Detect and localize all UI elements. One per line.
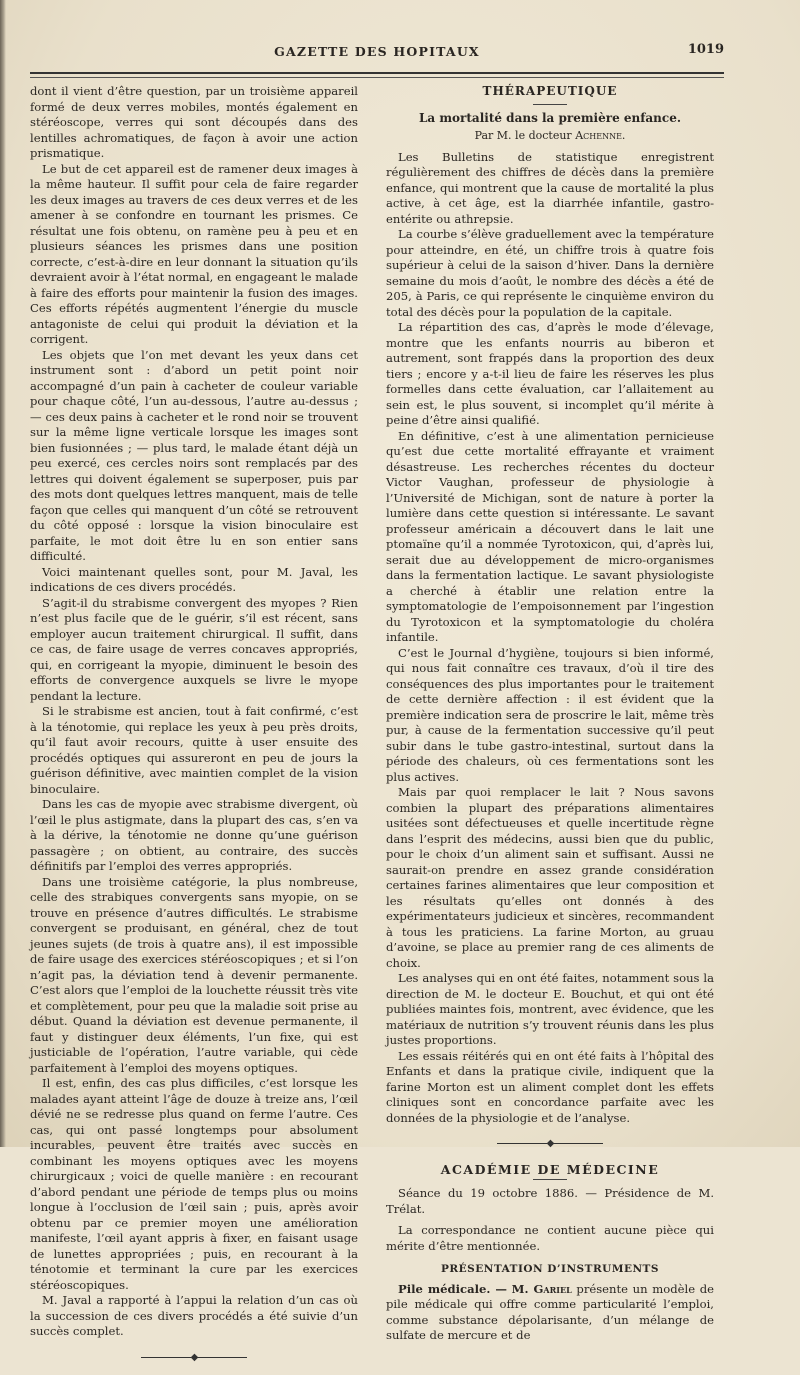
left-paragraph: M. Javal a rapporté à l’appui la relation d’un cas où la succession de ces divers procédés a été suivie d’un succès complet. [30,1293,358,1338]
right-paragraph: Mais par quoi remplacer le lait ? Nous savons combien la plupart des préparations alimentaires usitées sont défectueuses et quelle incertitude règne dans l’esprit des médecins, aussi bien que du public, pour le choix d’un aliment sain et suffisant. Aussi ne saurait-on prendre en assez grande considération certaines farines alimentaires que leur composition et les résultats qu’elles ont donnés à des expérimentateurs judicieux et sincères, recommandent à tous les praticiens. La farine Morton, au gruau d’avoine, se place au premier rang de ces aliments de choix. [386,785,714,970]
pile-paragraph [386,1282,714,1344]
left-paragraph: Si le strabisme est ancien, tout à fait confirmé, c’est à la ténotomie, qui replace les yeux à peu près droits, qu’il faut avoir recours, quitte à user ensuite des procédés optiques qui assureront en peu de jours la guérison définitive, avec maintien complet de la vision binoculaire. [30,704,358,796]
right-column [386,84,714,1344]
right-paragraph: Les analyses qui en ont été faites, notamment sous la direction de M. le docteur E. Bouchut, et qui ont été publiées maintes fois, montrent, avec évidence, que les matériaux de nutrition s’y trouvent réunis dans les plus justes proportions. [386,971,714,1047]
right-paragraph: Les essais réitérés qui en ont été faits à l’hôpital des Enfants et dans la pratique civile, indiquent que la farine Morton est un aliment complet dont les effets cliniques sont en concordance parfaite avec les données de la physiologie et de l’analyse. [386,1048,714,1125]
ornament-line [141,1357,191,1358]
pile-author: M. Gariel [511,1281,572,1296]
header-rule [30,72,724,74]
pile-text: présente un modèle de pile médicale qui offre comme particularité l’emploi, comme substance dépolarisante, d’un mélange de sulfate de mercure et de [386,1281,714,1342]
section-rule [533,104,567,105]
left-paragraph: Il est, enfin, des cas plus difficiles, c’est lorsque les malades ayant atteint l’âge de douze à treize ans, l’œil dévié ne se redresse plus quand on ferme l’autre. Ces cas, qui ont passé longtemps pour absolument incurables, peuvent être traités avec succès en combinant les moyens optiques avec les moyens chirurgicaux ; voici de quelle manière : en recourant d’abord pendant une période de temps plus ou moins longue à l’occlusion de l’œil sain ; puis, après avoir obtenu par ce premier moyen une amélioration manifeste, l’œil ayant appris à fixer, en faisant usage de lunettes appropriées ; puis, en recourant à la ténotomie et terminant la cure par les exercices stéréoscopiques. [30,1076,358,1292]
presentation-title: PRÉSENTATION D’INSTRUMENTS [441,1263,659,1275]
ornament-line [197,1357,247,1358]
byline-author: Achenne. [575,129,626,142]
page-number: 1019 [687,42,724,57]
article-title: La mortalité dans la première enfance. [418,110,682,125]
pile-label: Pile médicale. — [398,1281,508,1296]
journal-title: GAZETTE DES HOPITAUX [274,44,480,59]
page-header [30,44,724,64]
left-paragraph: Les objets que l’on met devant les yeux dans cet instrument sont : d’abord un petit point noir accompagné d’un pain à cacheter de couleur variable pour chaque côté, l’un au-dessous, l’autre au-dessus ; — ces deux pains à cacheter et le rond noir se trouvent sur la même ligne verticale lorsque les images sont bien fusionnées ; — plus tard, le malade étant déjà un peu exercé, ces cercles noirs sont remplacés par des lettres qui doivent également se superposer, puis par des mots dont quelques lettres manquent, mais de telle façon que celles qui manquent d’un côté se retrouvent du côté opposé : lorsque la vision binoculaire est parfaite, le mot doit être lu en son entier sans difficulté. [30,347,358,563]
academie-rule [533,1179,567,1180]
ornament-line [497,1143,547,1144]
right-paragraph: Les Bulletins de statistique enregistrent régulièrement des chiffres de décès dans la première enfance, qui montrent que la cause de mortalité la plus active, à cet âge, est la diarrhée infantile, gastro-entérite ou athrepsie. [386,149,714,226]
right-paragraph: C’est le Journal d’hygiène, toujours si bien informé, qui nous fait connaître ces travaux, d’où il tire des conséquences des plus importantes pour le traitement de cette dernière affection : il est évident que la première indication sera de proscrire le lait, même très pur, à cause de la fermentation successive qu’il peut subir dans le tube gastro-intestinal, surtout dans la période des chaleurs, où ces fermentations sont les plus actives. [386,645,714,784]
academie-title: ACADÉMIE DE MÉDECINE [440,1161,660,1177]
left-paragraph: Dans les cas de myopie avec strabisme divergent, où l’œil le plus astigmate, dans la plupart des cas, s’en va à la dérive, la ténotomie ne donne qu’une guérison passagère ; on obtient, au contraire, des succès définitifs par l’emploi des verres appropriés. [30,797,358,873]
right-paragraph: En définitive, c’est à une alimentation pernicieuse qu’est due cette mortalité effrayante et vraiment désastreuse. Les recherches récentes du docteur Victor Vaughan, professeur de physiologie à l’Université de Michigan, sont de nature à porter la lumière dans cette question si intéressante. Le savant professeur américain a découvert dans le lait une ptomaïne qu’il a nommée Tyrotoxicon, qui, d’après lui, serait due au développement de micro-organismes dans la fermentation lactique. Le savant physiologiste a cherché à établir une relation entre la symptomatologie de l’empoisonnement par l’ingestion du Tyrotoxicon et la symptomatologie du choléra infantile. [386,428,714,644]
left-column [30,84,358,1375]
left-paragraph: Voici maintenant quelles sont, pour M. Javal, les indications de ces divers procédés. [30,564,358,594]
byline [386,128,714,144]
byline-prefix: Par M. le docteur [474,129,572,142]
left-paragraph: dont il vient d’être question, par un troisième appareil formé de deux verres mobiles, montés également en stéréoscope, verres qui sont découpés dans des lentilles achromatiques, de façon à avoir une action prismatique. [30,84,358,160]
seance-line: Séance du 19 octobre 1886. — Présidence de M. Trélat. [386,1186,714,1216]
correspondance-paragraph: La correspondance ne contient aucune pièce qui mérite d’être mentionnée. [386,1223,714,1253]
right-paragraph: La répartition des cas, d’après le mode d’élevage, montre que les enfants nourris au biberon et autrement, sont frappés dans la proportion des deux tiers ; encore y a-t-il lieu de faire les réserves les plus formelles dans cette évaluation, car l’allaitement au sein est, le plus souvent, si incomplet qu’il mérite à peine d’être ainsi qualifié. [386,320,714,427]
end-ornament: ◆ [30,1350,358,1366]
left-paragraph: S’agit-il du strabisme convergent des myopes ? Rien n’est plus facile que de le guérir, s’il est récent, sans employer aucun traitement chirurgical. Il suffit, dans ce cas, de faire usage de verres concaves appropriés, qui, en corrigeant la myopie, diminuent le besoin des efforts de convergence auxquels se livre le myope pendant la lecture. [30,595,358,703]
left-paragraph: Le but de cet appareil est de ramener deux images à la même hauteur. Il suffit pour cela de faire regarder les deux images au travers de ces deux verres et de les amener à se confondre en tournant les prismes. Ce résultat une fois obtenu, on ramène peu à peu et en plusieurs séances les prismes dans une position correcte, c’est-à-dire en leur donnant la situation qu’ils devraient avoir à l’état normal, en engageant le malade à faire des efforts pour maintenir la fusion des images. Ces efforts répétés augmentent l’énergie du muscle antagoniste de celui qui produit la déviation et la corrigent. [30,161,358,346]
section-title: THÉRAPEUTIQUE [482,84,618,98]
ornament-line [553,1143,603,1144]
header-rule-thin [30,77,724,78]
left-paragraph: Dans une troisième catégorie, la plus nombreuse, celle des strabiques convergents sans myopie, on se trouve en présence d’autres difficultés. Le strabisme convergent se produisant, en général, chez de tout jeunes sujets (de trois à quatre ans), il est impossible de faire usage des exercices stéréoscopiques ; et si l’on n’agit pas, la déviation tend à devenir permanente. C’est alors que l’emploi de la louchette réussit très vite et complètement, pour peu que la maladie soit prise au début. Quand la déviation est devenue permanente, il faut y distinguer deux éléments, l’un fixe, qui est justiciable de l’opération, l’autre variable, qui cède parfaitement à l’emploi des moyens optiques. [30,874,358,1075]
binding-edge [0,0,6,1147]
right-paragraph: La courbe s’élève graduellement avec la température pour atteindre, en été, un chiffre trois à quatre fois supérieur à celui de la saison d’hiver. Dans la dernière semaine du mois d’août, le nombre des décès a été de 205, à Paris, ce qui représente le cinquième environ du total des décès pour la population de la capitale. [386,227,714,319]
section-ornament: ◆ [386,1136,714,1152]
